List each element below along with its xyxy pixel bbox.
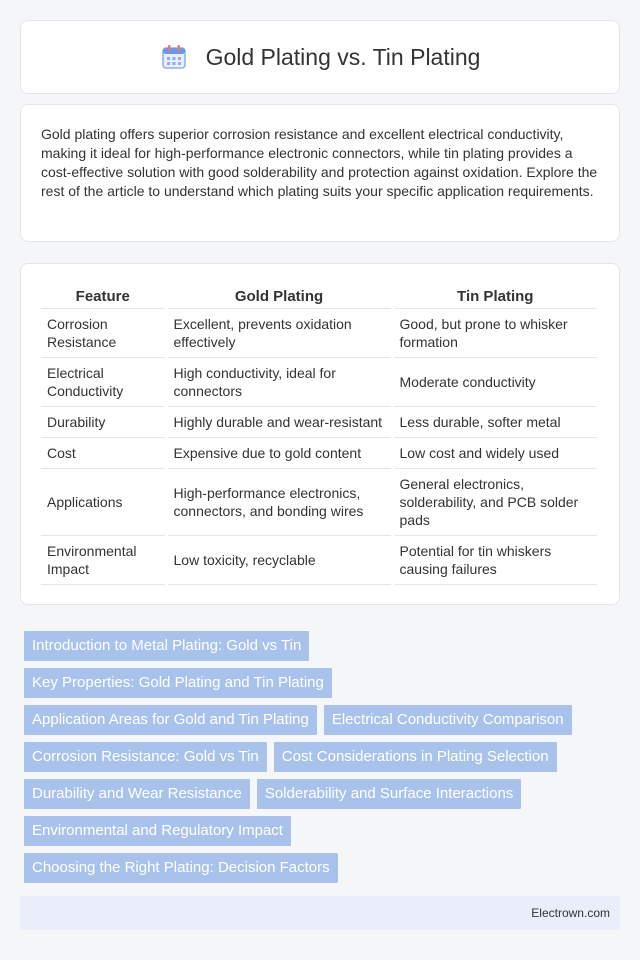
calendar-icon <box>160 43 188 71</box>
header-gold: Gold Plating <box>166 286 392 308</box>
table-row <box>41 535 597 584</box>
table-cell: Durability <box>41 406 166 437</box>
tag-environmental[interactable]: Environmental and Regulatory Impact <box>24 816 291 846</box>
table-header-row <box>41 286 597 308</box>
footer <box>20 896 620 930</box>
table-cell: Highly durable and wear-resistant <box>166 406 392 437</box>
page-title: Gold Plating vs. Tin Plating <box>205 43 481 70</box>
header-feature: Feature <box>41 286 166 308</box>
table-cell: Moderate conductivity <box>392 357 597 406</box>
table-row <box>41 308 597 357</box>
table-row <box>41 437 597 468</box>
table-cell: Expensive due to gold content <box>166 437 392 468</box>
header-card <box>20 20 620 94</box>
footer-brand[interactable]: Electrown.com <box>531 906 610 920</box>
tag-key-properties[interactable]: Key Properties: Gold Plating and Tin Plating <box>24 668 332 698</box>
intro-card <box>20 104 620 242</box>
topic-tags <box>24 631 620 890</box>
table-cell: Low toxicity, recyclable <box>166 535 392 584</box>
tag-choosing-plating[interactable]: Choosing the Right Plating: Decision Factors <box>24 853 338 883</box>
tag-electrical-conductivity[interactable]: Electrical Conductivity Comparison <box>324 705 572 735</box>
table-cell: High-performance electronics, connectors, and bonding wires <box>166 468 392 535</box>
table-cell: Low cost and widely used <box>392 437 597 468</box>
tag-corrosion-resistance[interactable]: Corrosion Resistance: Gold vs Tin <box>24 742 267 772</box>
table-row <box>41 406 597 437</box>
tag-introduction[interactable]: Introduction to Metal Plating: Gold vs Tin <box>24 631 309 661</box>
table-cell: Potential for tin whiskers causing failures <box>392 535 597 584</box>
table-cell: General electronics, solderability, and PCB solder pads <box>392 468 597 535</box>
tag-durability[interactable]: Durability and Wear Resistance <box>24 779 250 809</box>
table-cell: Electrical Conductivity <box>41 357 166 406</box>
tag-cost-considerations[interactable]: Cost Considerations in Plating Selection <box>274 742 557 772</box>
header-tin: Tin Plating <box>392 286 597 308</box>
table-cell: Environmental Impact <box>41 535 166 584</box>
table-cell: Less durable, softer metal <box>392 406 597 437</box>
table-cell: High conductivity, ideal for connectors <box>166 357 392 406</box>
intro-text: Gold plating offers superior corrosion resistance and excellent electrical conductivity, making it ideal for high-performance electronic connectors, while tin plating provides a cost-effective solution with good solderability and protection against oxidation. Explore the rest of the article to understand which plating suits your specific application requirements. <box>41 126 598 199</box>
tag-solderability[interactable]: Solderability and Surface Interactions <box>257 779 521 809</box>
table-cell: Corrosion Resistance <box>41 308 166 357</box>
table-row <box>41 357 597 406</box>
comparison-table-card <box>20 263 620 605</box>
comparison-table <box>41 286 597 585</box>
table-cell: Good, but prone to whisker formation <box>392 308 597 357</box>
table-cell: Excellent, prevents oxidation effectively <box>166 308 392 357</box>
table-row <box>41 468 597 535</box>
table-cell: Cost <box>41 437 166 468</box>
tag-application-areas[interactable]: Application Areas for Gold and Tin Plating <box>24 705 317 735</box>
table-cell: Applications <box>41 468 166 535</box>
